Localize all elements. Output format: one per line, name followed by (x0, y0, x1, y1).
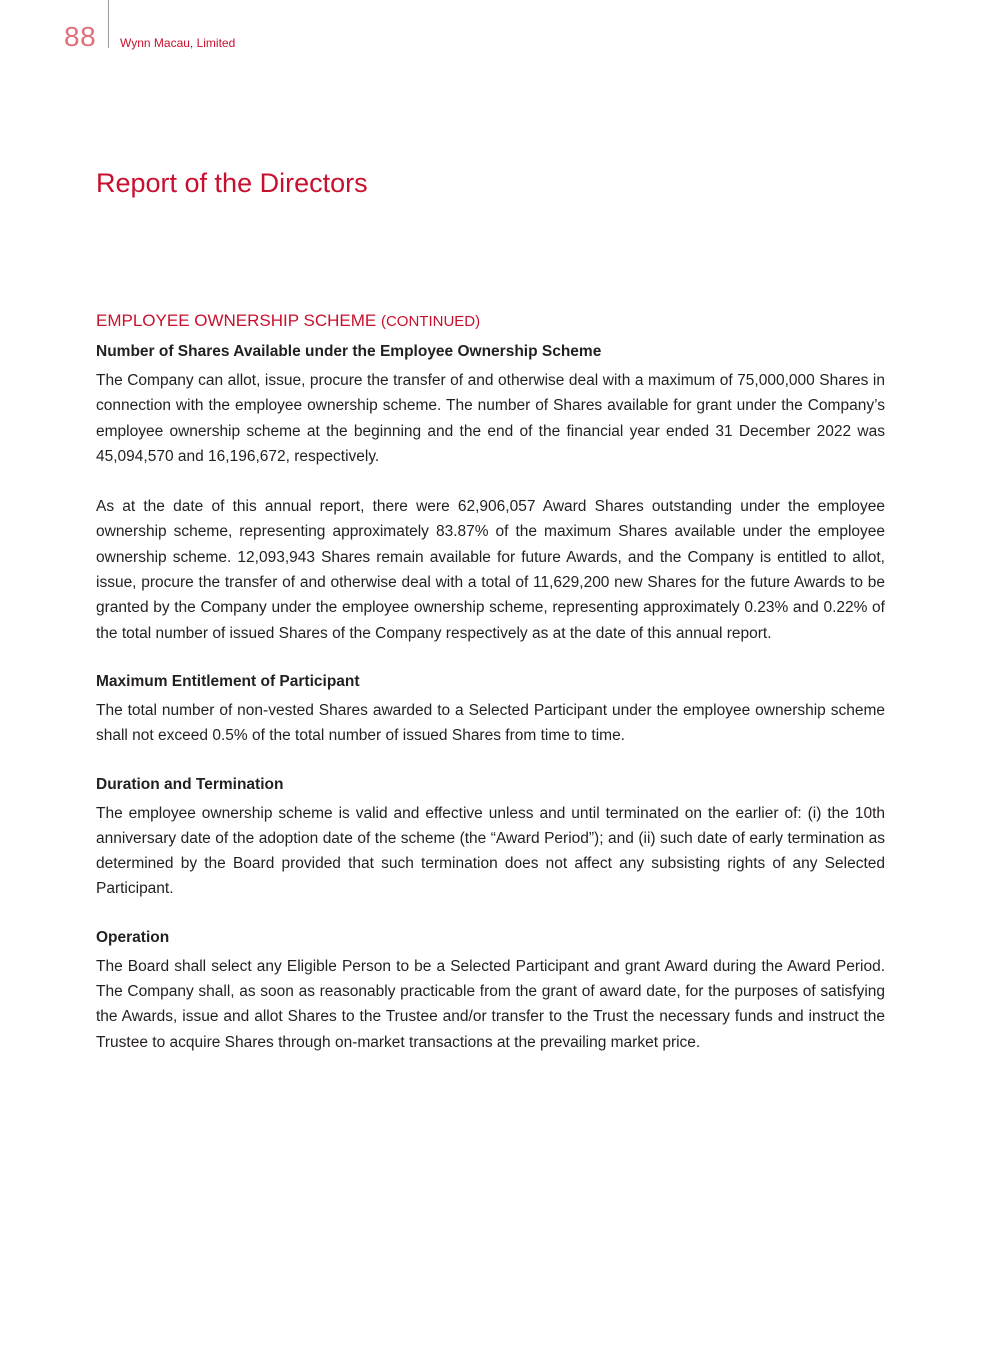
shares-available-heading: Number of Shares Available under the Employee Ownership Scheme (96, 343, 602, 360)
paragraph-gap (96, 749, 885, 774)
duration-termination-paragraph: The employee ownership scheme is valid and effective unless and until terminated on the earlier of: (i) the 10th anniversary date of the adoption date of the scheme (the “Award Period”); and (ii) such date of early termination as determined by the Board provided that such termination does not affect any subsisting rights of any Selected Participant. (96, 804, 885, 898)
report-title: Report of the Directors (96, 168, 368, 198)
report-content (96, 310, 885, 1055)
header-divider (108, 0, 109, 48)
section-heading-text: EMPLOYEE OWNERSHIP SCHEME (96, 311, 377, 330)
max-entitlement-paragraph: The total number of non-vested Shares awarded to a Selected Participant under the employee ownership scheme shall not exceed 0.5% of the total number of issued Shares from time to time. (96, 701, 885, 745)
section-heading-suffix: (CONTINUED) (380, 313, 481, 330)
section-heading (96, 310, 885, 333)
page-number: 88 (64, 21, 97, 52)
company-name: Wynn Macau, Limited (120, 36, 236, 50)
operation-paragraph: The Board shall select any Eligible Person to be a Selected Participant and grant Award during the Award Period. The Company shall, as soon as reasonably practicable from the grant of award date, for the purposes of satisfying the Awards, issue and allot Shares to the Trustee and/or transfer to the Trust the necessary funds and instruct the Trustee to acquire Shares through on-market transactions at the prevailing market price. (96, 957, 885, 1051)
paragraph-gap (96, 646, 885, 671)
operation-heading: Operation (96, 928, 170, 946)
duration-termination-heading: Duration and Termination (96, 775, 284, 793)
shares-available-paragraph-2: As at the date of this annual report, there were 62,906,057 Award Shares outstanding under the employee ownership scheme, representing approximately 83.87% of the maximum Shares available under the employee ownership scheme. 12,093,943 Shares remain available for future Awards, and the Company is entitled to allot, issue, procure the transfer of and otherwise deal with a total of 11,629,200 new Shares for the future Awards to be granted by the Company under the employee ownership scheme, representing approximately 0.23% and 0.22% of the total number of issued Shares of the Company respectively as at the date of this annual report. (96, 498, 885, 642)
max-entitlement-heading: Maximum Entitlement of Participant (96, 672, 360, 690)
paragraph-gap (96, 902, 885, 927)
paragraph-gap (96, 469, 885, 494)
shares-available-paragraph-1: The Company can allot, issue, procure the transfer of and otherwise deal with a maximum of 75,000,000 Shares in connection with the employee ownership scheme. The number of Shares available for grant under the Company’s employee ownership scheme at the beginning and the end of the financial year ended 31 December 2022 was 45,094,570 and 16,196,672, respectively. (96, 372, 885, 465)
